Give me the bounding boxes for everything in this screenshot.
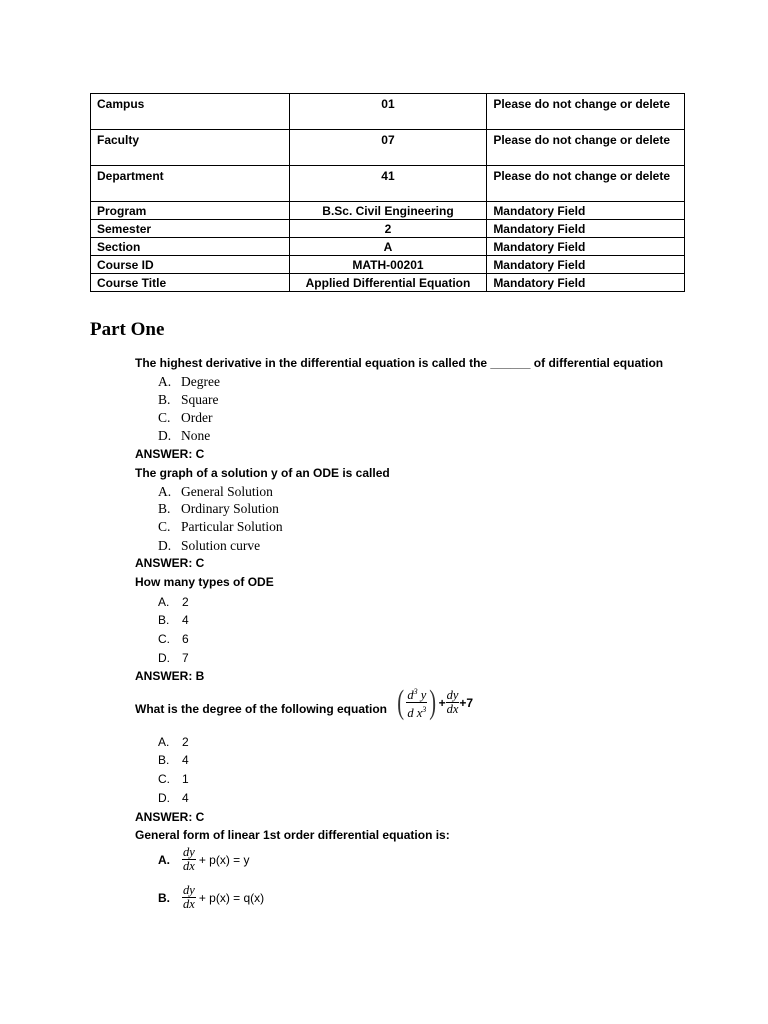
info-note: Mandatory Field	[487, 256, 685, 274]
info-note: Please do not change or delete	[487, 130, 685, 166]
q2-option-d: D. Solution curve	[158, 538, 261, 553]
q4-option-b: B. 4	[158, 753, 189, 767]
info-note: Mandatory Field	[487, 238, 685, 256]
info-value: 41	[289, 166, 487, 202]
info-row	[91, 274, 685, 292]
info-note: Mandatory Field	[487, 274, 685, 292]
q2-option-a: A. General Solution	[158, 484, 273, 499]
question-5: General form of linear 1st order differential equation is:	[135, 828, 450, 842]
info-label: Campus	[91, 94, 290, 130]
info-note: Mandatory Field	[487, 220, 685, 238]
q5-option-a: A. $\frac{dy}{dx}$ + p(x) = y	[158, 845, 250, 873]
question-1: The highest derivative in the differential equation is called the ______ of differential equation	[135, 356, 664, 370]
part-title: Part One	[90, 319, 165, 340]
question-4: What is the degree of the following equation	[135, 702, 387, 716]
info-row	[91, 166, 685, 202]
q2-option-b: B. Ordinary Solution	[158, 501, 279, 516]
left-paren: (	[397, 683, 405, 721]
info-label: Program	[91, 202, 290, 220]
dy-dx-fraction: $\frac{dy}{dx}$	[183, 845, 195, 873]
degree-equation	[395, 685, 473, 720]
third-derivative-fraction: $\frac{d^3 y}{d x^3}$	[407, 687, 427, 721]
q1-option-a: A. Degree	[158, 374, 220, 389]
right-paren: )	[429, 683, 437, 721]
info-row	[91, 256, 685, 274]
info-label: Semester	[91, 220, 290, 238]
q5-option-b: B. $\frac{dy}{dx}$ + p(x) = q(x)	[158, 883, 265, 911]
q4-option-a: A. 2	[158, 735, 189, 749]
info-label: Section	[91, 238, 290, 256]
info-value: Applied Differential Equation	[289, 274, 487, 292]
q2-option-c: C. Particular Solution	[158, 519, 283, 534]
info-value: 2	[289, 220, 487, 238]
q3-option-c: C. 6	[158, 632, 189, 646]
q3-answer: ANSWER: B	[135, 669, 205, 683]
q4-answer: ANSWER: C	[135, 810, 205, 824]
q4-option-c: C. 1	[158, 772, 189, 786]
q1-answer: ANSWER: C	[135, 447, 205, 461]
info-label: Course Title	[91, 274, 290, 292]
info-row	[91, 220, 685, 238]
dy-dx-fraction: $\frac{dy}{dx}$	[183, 883, 195, 911]
q2-answer: ANSWER: C	[135, 556, 205, 570]
info-label: Course ID	[91, 256, 290, 274]
info-note: Please do not change or delete	[487, 94, 685, 130]
info-row	[91, 202, 685, 220]
info-row	[91, 238, 685, 256]
q3-option-d: D. 7	[158, 651, 189, 665]
q4-option-d: D. 4	[158, 791, 189, 805]
info-value: B.Sc. Civil Engineering	[289, 202, 487, 220]
info-value: A	[289, 238, 487, 256]
info-label: Faculty	[91, 130, 290, 166]
course-info-table	[90, 93, 685, 292]
first-derivative-fraction: $\frac{dy}{dx}$	[446, 688, 459, 717]
info-note: Mandatory Field	[487, 202, 685, 220]
constant-term: +7	[459, 695, 474, 710]
q3-option-a: A. 2	[158, 595, 189, 609]
info-note: Please do not change or delete	[487, 166, 685, 202]
info-row	[91, 130, 685, 166]
q1-option-b: B. Square	[158, 392, 219, 407]
info-label: Department	[91, 166, 290, 202]
info-value: MATH-00201	[289, 256, 487, 274]
info-value: 07	[289, 130, 487, 166]
plus-sign: +	[438, 695, 446, 710]
q3-option-b: B. 4	[158, 613, 189, 627]
info-row	[91, 94, 685, 130]
info-value: 01	[289, 94, 487, 130]
question-2: The graph of a solution y of an ODE is called	[135, 466, 390, 480]
question-3: How many types of ODE	[135, 575, 274, 589]
q1-option-c: C. Order	[158, 410, 213, 425]
q1-option-d: D. None	[158, 428, 211, 443]
